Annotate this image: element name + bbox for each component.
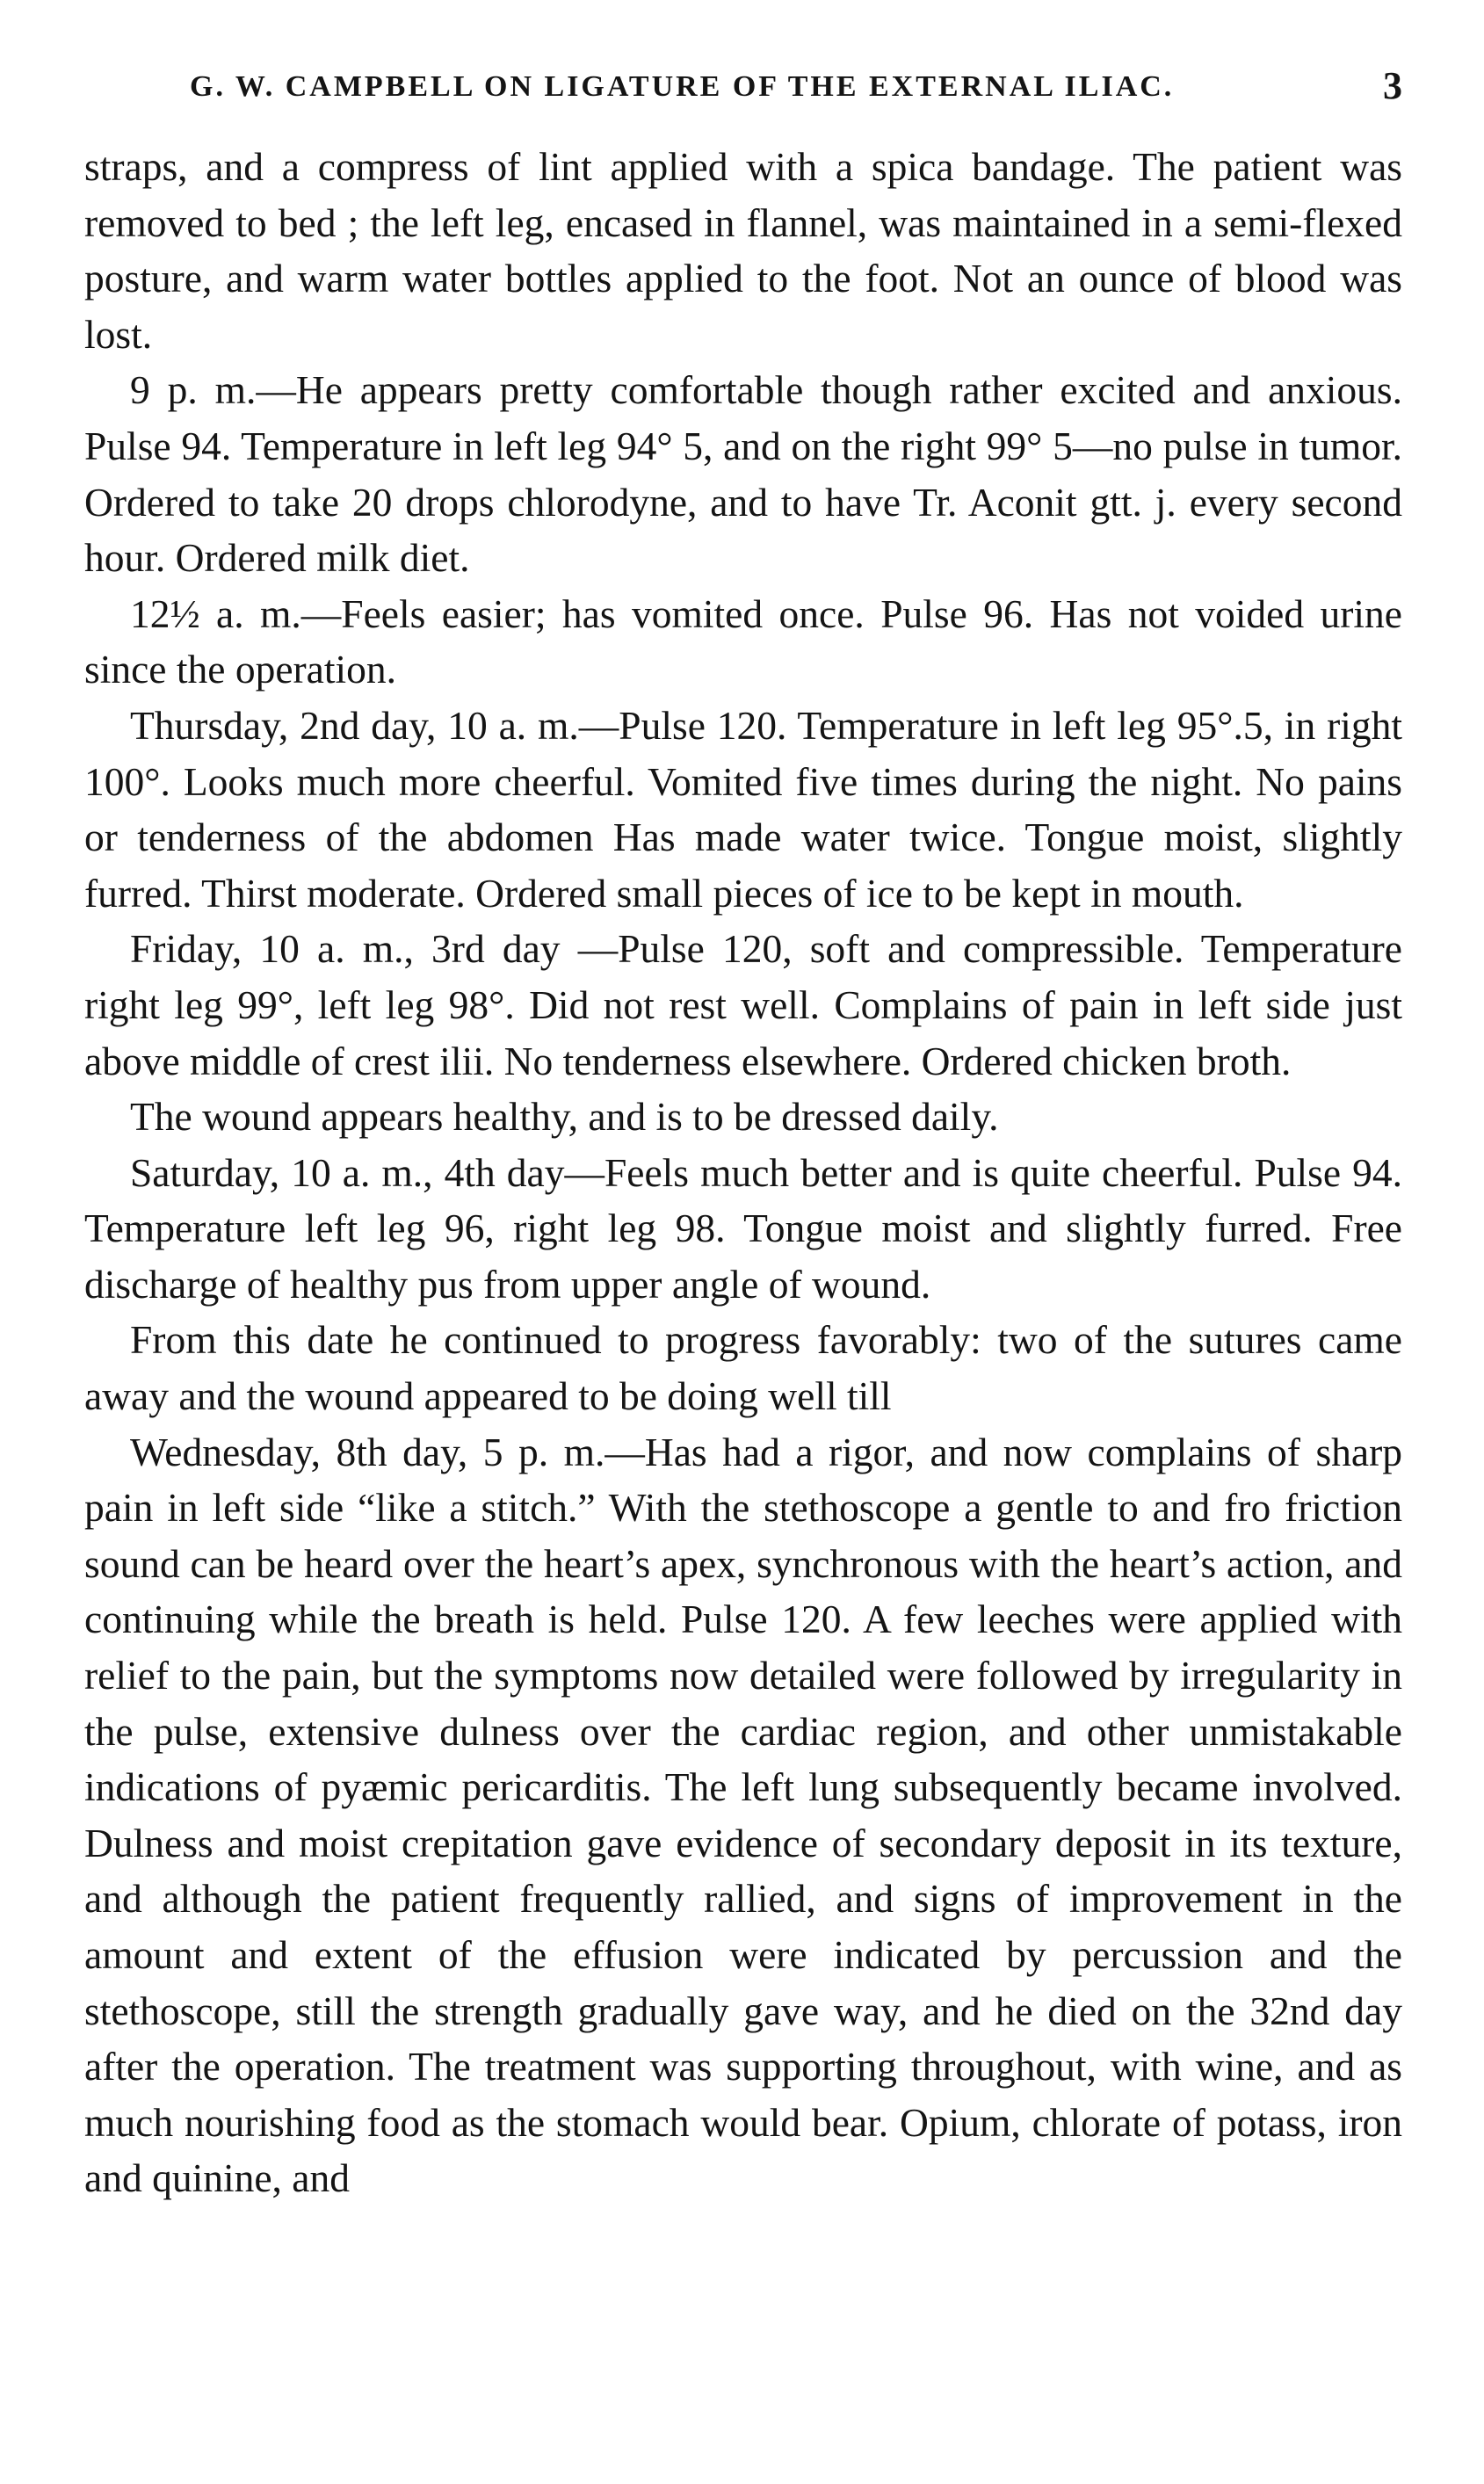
running-head	[84, 62, 1402, 114]
page-number: 3	[1383, 64, 1402, 107]
paragraph-continuation: straps, and a compress of lint applied with a spica bandage. The patient was removed to bed ; the left leg, encased in flannel, was maintained in a semi-flexed posture, and warm water bottles applied to the foot. Not an ounce of blood was lost.	[84, 144, 1402, 357]
running-title: G. W. CAMPBELL ON LIGATURE OF THE EXTERNAL ILIAC.	[190, 70, 1175, 103]
paragraph-thursday-entry: Thursday, 2nd day, 10 a. m.—Pulse 120. Temperature in left leg 95°.5, in right 100°. Looks much more cheerful. Vomited five times during the night. No pains or tenderness of the abdomen Has made water twice. Tongue moist, slightly furred. Thirst moderate. Ordered small pieces of ice to be kept in mouth.	[84, 702, 1402, 916]
paragraph-12am-entry: 12½ a. m.—Feels easier; has vomited once. Pulse 96. Has not voided urine since the operation.	[84, 590, 1402, 692]
paragraph-saturday-entry: Saturday, 10 a. m., 4th day—Feels much better and is quite cheerful. Pulse 94. Temperature left leg 96, right leg 98. Tongue moist and slightly furred. Free discharge of healthy pus from upper angle of wound.	[84, 1149, 1402, 1307]
book-page	[84, 62, 1402, 2434]
body-text	[84, 139, 1402, 2206]
paragraph-friday-entry: Friday, 10 a. m., 3rd day —Pulse 120, soft and compressible. Temperature right leg 99°, left leg 98°. Did not rest well. Complains of pain in left side just above middle of crest ilii. No tenderness elsewhere. Ordered chicken broth.	[84, 926, 1402, 1083]
paragraph-wednesday-entry: Wednesday, 8th day, 5 p. m.—Has had a rigor, and now complains of sharp pain in left side “like a stitch.” With the stethoscope a gentle to and fro friction sound can be heard over the heart’s apex, synchronous with the heart’s action, and continuing while the breath is held. Pulse 120. A few leeches were applied with relief to the pain, but the symptoms now detailed were followed by irregularity in the pulse, extensive dulness over the cardiac region, and other unmistakable indications of pyæmic pericarditis. The left lung subsequently became involved. Dulness and moist crepitation gave evidence of secondary deposit in its texture, and although the patient frequently rallied, and signs of improvement in the amount and extent of the effusion were indicated by percussion and the stethoscope, still the strength gradually gave way, and he died on the 32nd day after the operation. The treatment was supporting throughout, with wine, and as much nourishing food as the stomach would bear. Opium, chlorate of potass, iron and quinine, and	[84, 1429, 1402, 2201]
paragraph-wound-note: The wound appears healthy, and is to be dressed daily.	[130, 1094, 999, 1140]
paragraph-progress-note: From this date he continued to progress favorably: two of the sutures came away and the wound appeared to be doing well till	[84, 1317, 1402, 1419]
paragraph-9pm-entry: 9 p. m.—He appears pretty comfortable though rather excited and anxious. Pulse 94. Temperature in left leg 94° 5, and on the right 99° 5—no pulse in tumor. Ordered to take 20 drops chlorodyne, and to have Tr. Aconit gtt. j. every second hour. Ordered milk diet.	[84, 367, 1402, 581]
